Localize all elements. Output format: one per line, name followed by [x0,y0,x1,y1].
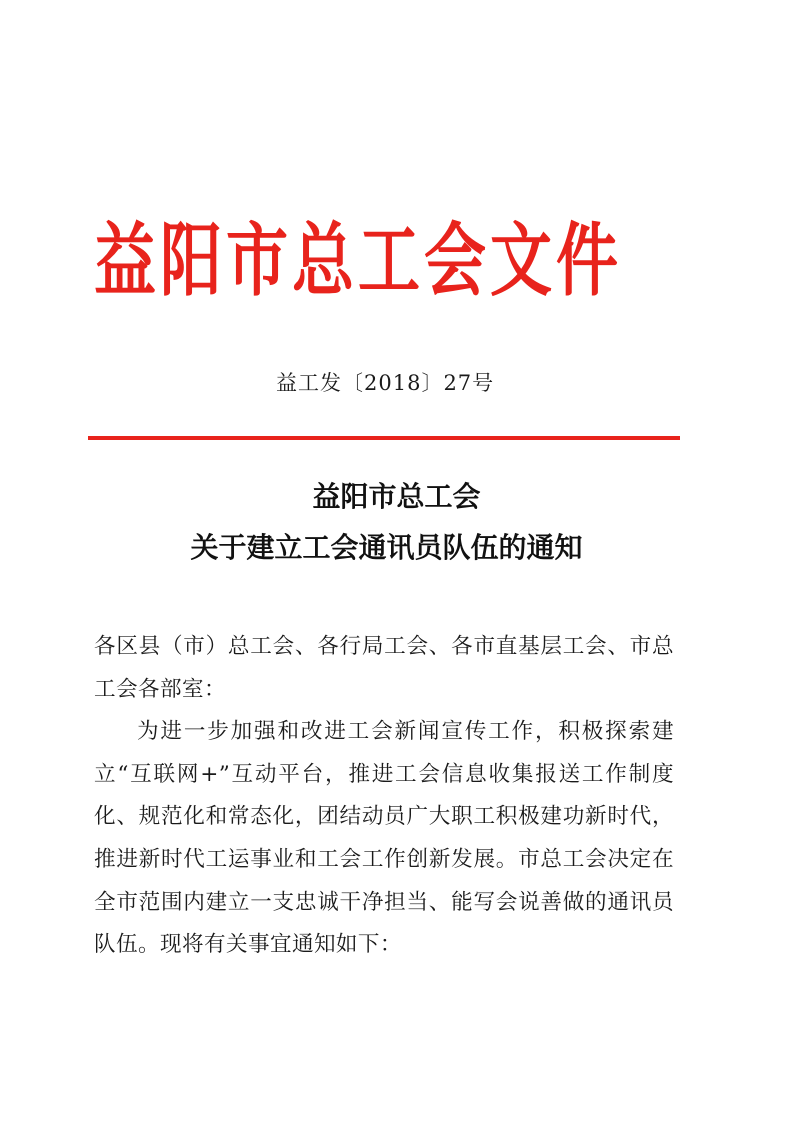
salutation: 各区县（市）总工会、各行局工会、各市直基层工会、市总工会各部室： [94,634,674,702]
document-body [94,626,674,967]
body-paragraph: 为进一步加强和改进工会新闻宣传工作，积极探索建立“互联网+”互动平台，推进工会信息收集报送工作制度化、规范化和常态化，团结动员广大职工积极建功新时代，推进新时代工运事业和工会工作创新发展。市总工会决定在全市范围内建立一支忠诚干净担当、能写会说善做的通讯员队伍。现将有关事宜通知如下： [94,719,674,958]
document-header-title: 益阳市总工会文件 [93,213,622,308]
notice-title-line-2: 关于建立工会通讯员队伍的通知 [190,531,583,564]
document-number: 益工发〔2018〕27号 [276,371,495,395]
notice-title-line-1: 益阳市总工会 [312,480,481,513]
red-divider-line [88,436,680,440]
